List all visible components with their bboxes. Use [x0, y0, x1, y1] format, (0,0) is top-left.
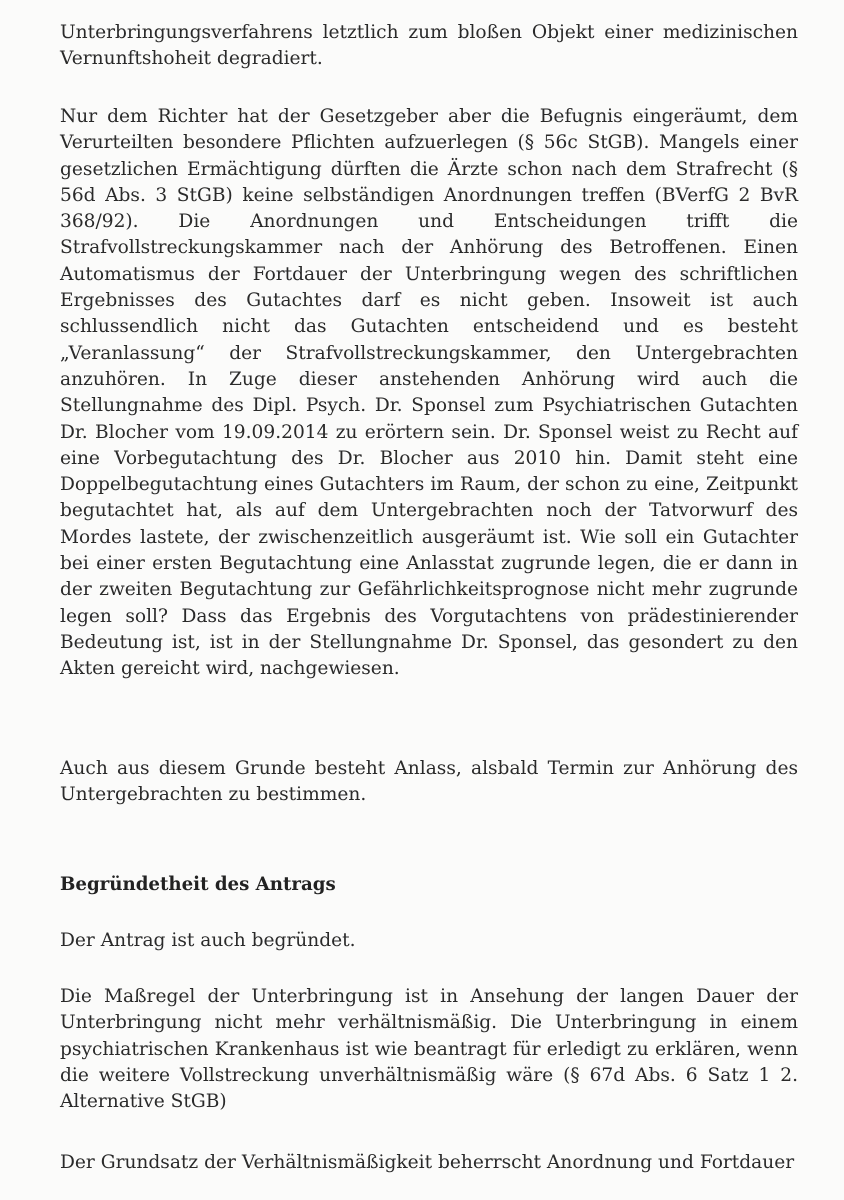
paragraph-antrag-begruendet: Der Antrag ist auch begründet. — [60, 930, 356, 951]
paragraph-intro: Unterbringungsverfahrens letztlich zum bloßen Objekt einer medizinischen Vernunftshoheit degradiert. — [60, 22, 798, 70]
paragraph-anlass-anhoerung: Auch aus diesem Grunde besteht Anlass, alsbald Termin zur Anhörung des Untergebrachten zu bestimmen. — [60, 758, 798, 806]
section-heading-begruendetheit: Begründetheit des Antrags — [60, 874, 336, 895]
paragraph-richter-befugnis: Nur dem Richter hat der Gesetzgeber aber die Befugnis eingeräumt, dem Verurteilten besondere Pflichten aufzuerlegen (§ 56c StGB). Mangels einer gesetzlichen Ermächtigung dürften die Ärzte schon nach dem Strafrecht (§ 56d Abs. 3 StGB) keine selbständigen Anordnungen treffen (BVerfG 2 BvR 368/92). Die Anordnungen und Entscheidungen trifft die Strafvollstreckungskammer nach der Anhörung des Betroffenen. Einen Automatismus der Fortdauer der Unterbringung wegen des schriftlichen Ergebnisses des Gutachtes darf es nicht geben. Insoweit ist auch schlussendlich nicht das Gutachten entscheidend und es besteht „Veranlassung“ der Strafvollstreckungskammer, den Untergebrachten anzuhören. In Zuge dieser anstehenden Anhörung wird auch die Stellungnahme des Dipl. Psych. Dr. Sponsel zum Psychiatrischen Gutachten Dr. Blocher vom 19.09.2014 zu erörtern sein. Dr. Sponsel weist zu Recht auf eine Vorbegutachtung des Dr. Blocher aus 2010 hin. Damit steht eine Doppelbegutachtung eines Gutachters im Raum, der schon zu eine, Zeitpunkt begutachtet hat, als auf dem Untergebrachten noch der Tatvorwurf des Mordes lastete, der zwischenzeitlich ausgeräumt ist. Wie soll ein Gutachter bei einer ersten Begutachtung eine Anlasstat zugrunde legen, die er dann in der zweiten Begutachtung zur Gefährlichkeitsprognose nicht mehr zugrunde legen soll? Dass das Ergebnis des Vorgutachtens von prädestinierender Bedeutung ist, ist in der Stellungnahme Dr. Sponsel, das gesondert zu den Akten gereicht wird, nachgewiesen. — [60, 106, 798, 680]
paragraph-grundsatz: Der Grundsatz der Verhältnismäßigkeit beherrscht Anordnung und Fortdauer — [60, 1152, 795, 1173]
paragraph-massregel: Die Maßregel der Unterbringung ist in Ansehung der langen Dauer der Unterbringung nicht mehr verhältnismäßig. Die Unterbringung in einem psychiatrischen Krankenhaus ist wie beantragt für erledigt zu erklären, wenn die weitere Vollstreckung unverhältnismäßig wäre (§ 67d Abs. 6 Satz 1 2. Alternative StGB) — [60, 986, 798, 1113]
